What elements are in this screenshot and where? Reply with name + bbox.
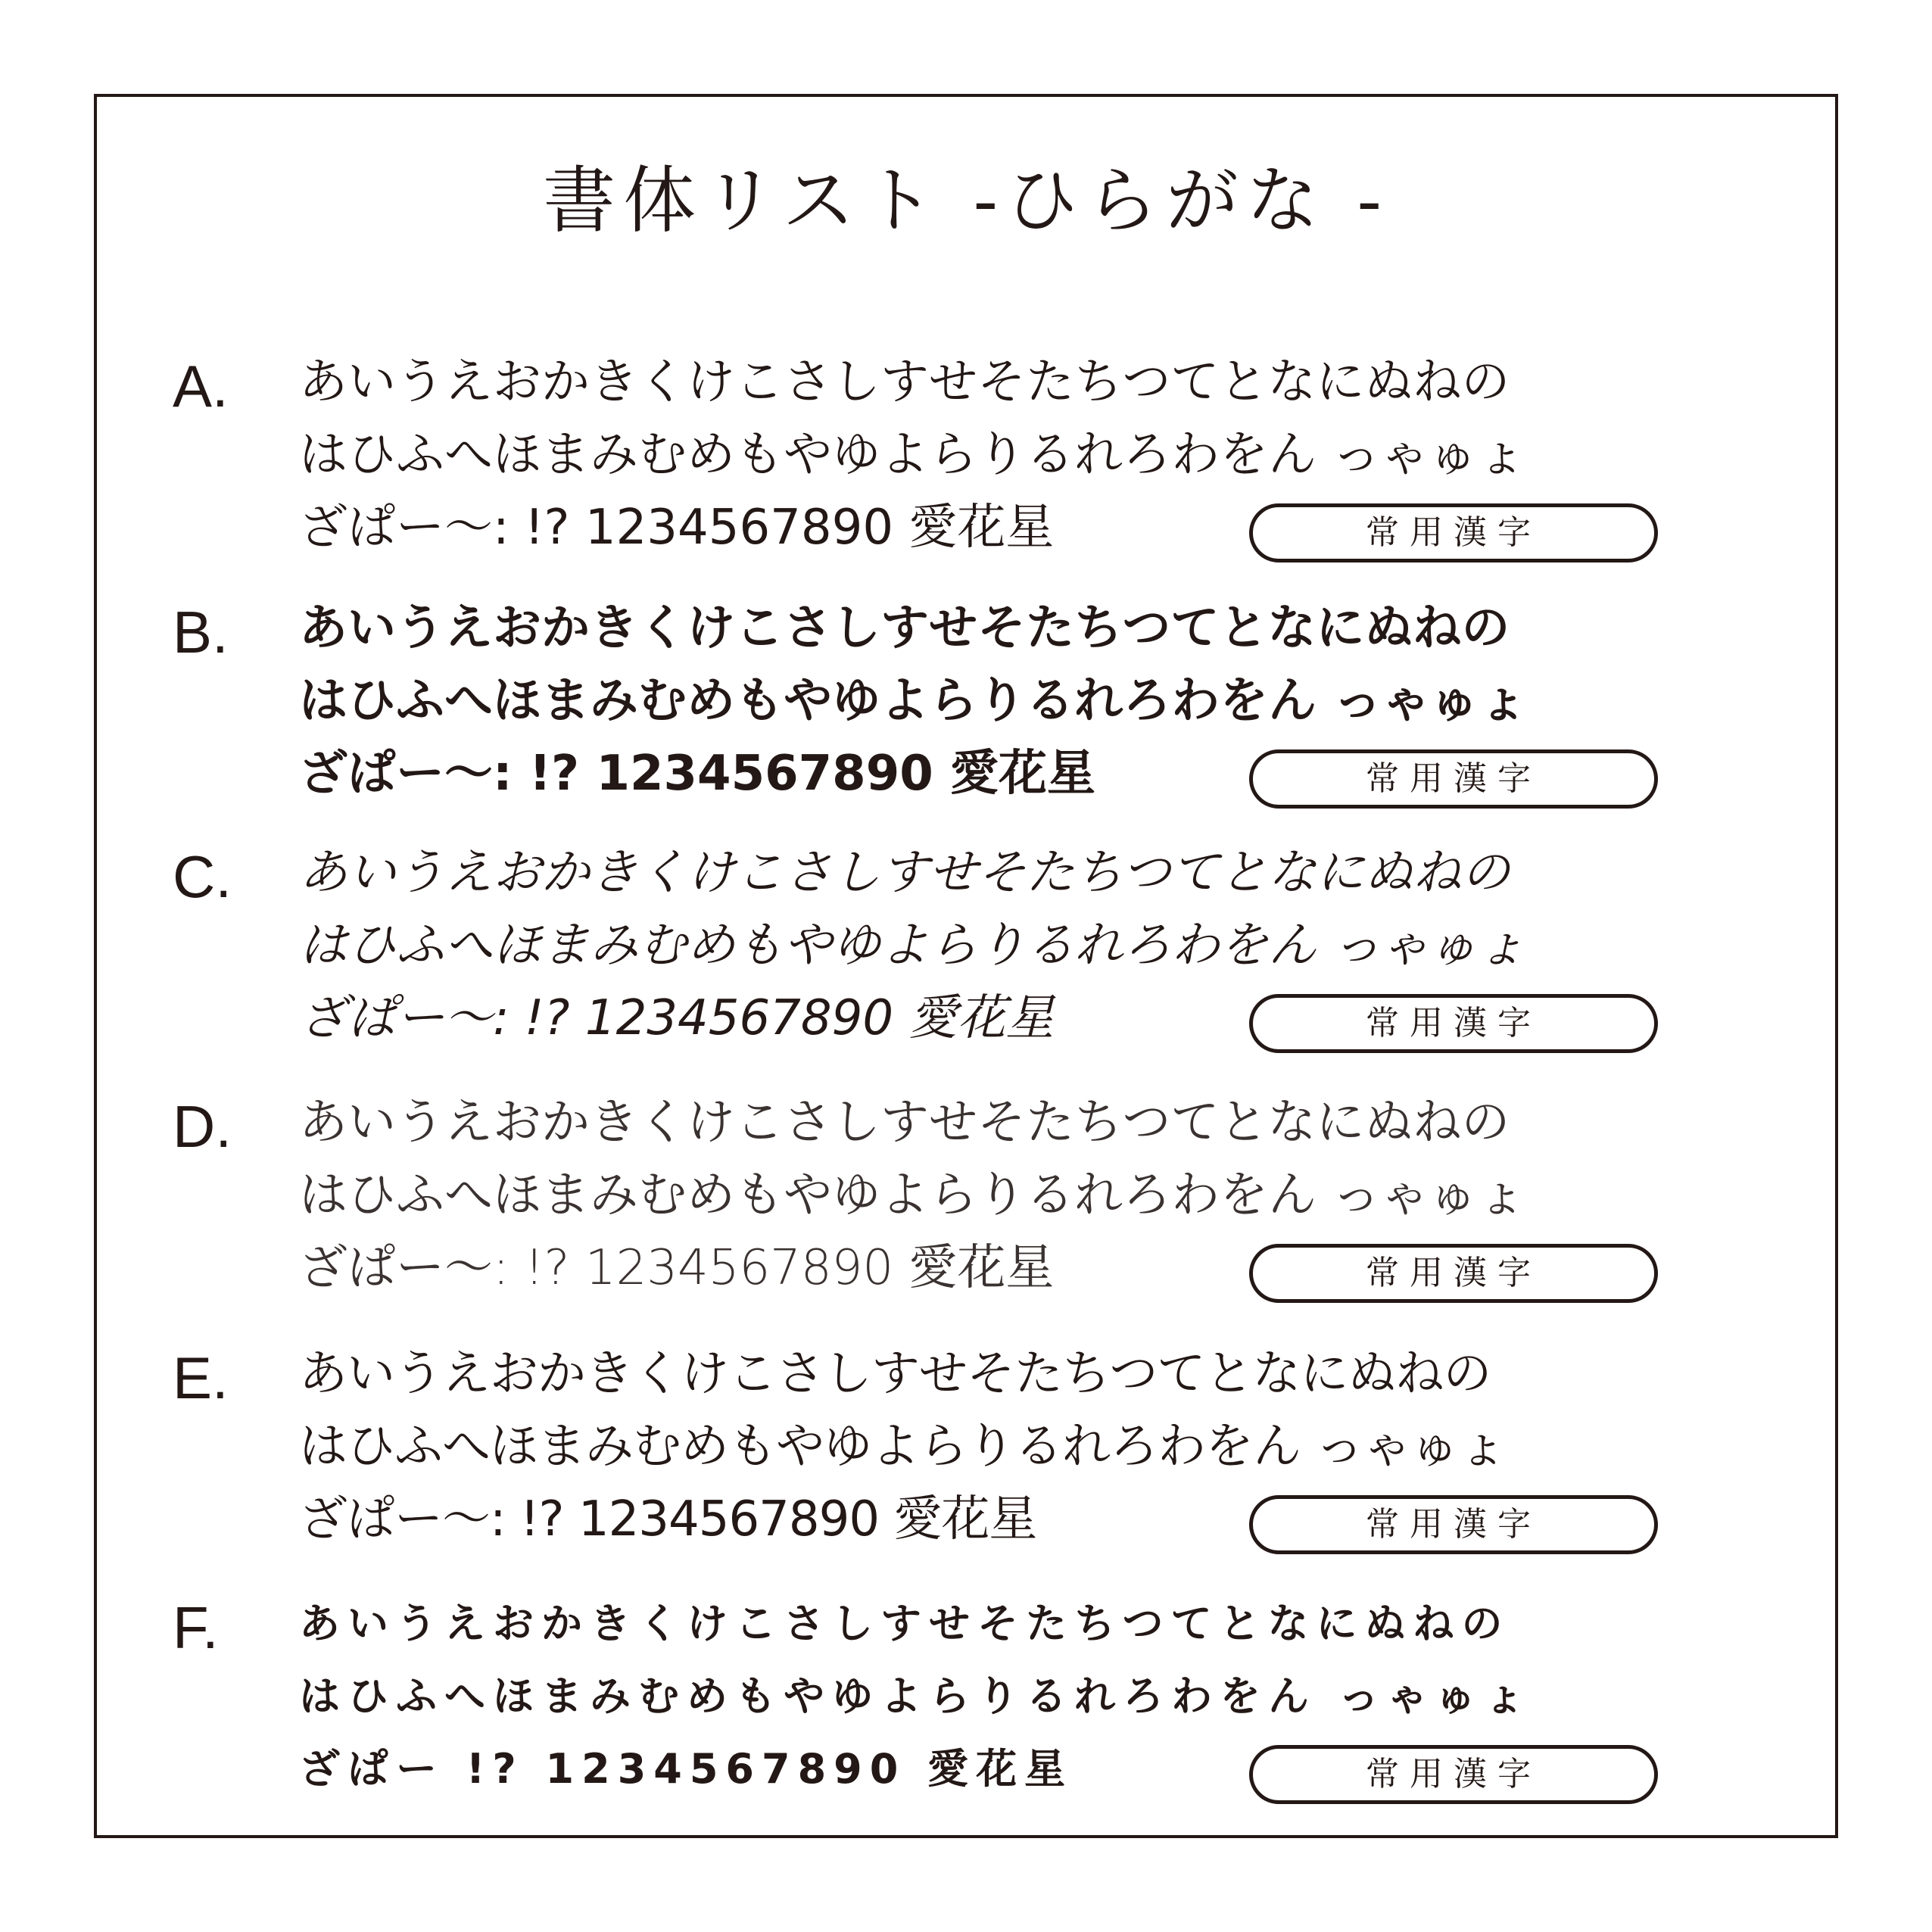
sample-line-1: あいうえおかきくけこさしすせそたちつてとなにぬねの [299,354,1510,410]
sample-line-3: ざぱー〜: !? 1234567890 愛花星 [299,1240,1055,1296]
sample-line-2: はひふへほまみむめもやゆよらりるれろわをん っゃゅょ [299,1672,1532,1720]
sample-line-1: あいうえおかきくけこさしすせそたちつてとなにぬねの [299,1346,1491,1402]
sample-line-1: あいうえおかきくけこさしすせそたちつてとなにぬねの [299,1095,1510,1151]
font-sample-label: F. [173,1594,219,1661]
font-sample-label: C. [173,843,232,910]
font-sample-label: B. [173,599,229,665]
sample-line-3: ざぱー〜: !? 1234567890 愛花星 [299,990,1055,1046]
joyo-kanji-badge: 常用漢字 [1249,749,1658,809]
font-sample-b [0,594,1932,821]
joyo-kanji-badge: 常用漢字 [1249,1495,1658,1554]
page-title: 書体リスト -ひらがな - [543,158,1389,243]
sample-line-2: はひふへほまみむめもやゆよらりるれろわをん っゃゅょ [299,918,1526,974]
font-sample-f [0,1590,1932,1817]
sample-line-2: はひふへほまみむめもやゆよらりるれろわをん っゃゅょ [299,427,1526,483]
font-sample-label: D. [173,1093,232,1160]
joyo-kanji-badge: 常用漢字 [1249,503,1658,562]
font-sample-e [0,1340,1932,1567]
joyo-kanji-badge: 常用漢字 [1249,1244,1658,1303]
font-sample-label: E. [173,1345,229,1411]
font-sample-d [0,1089,1932,1316]
font-sample-a [0,348,1932,575]
sample-line-3: ざぱー〜: !? 1234567890 愛花星 [299,1491,1037,1547]
sample-line-3: ざぱー〜: !? 1234567890 愛花星 [299,746,1096,802]
sample-line-3: ざぱー !? 1234567890 愛花星 [299,1745,1074,1793]
sample-line-2: はひふへほまみむめもやゆよらりるれろわをん っゃゅょ [299,673,1528,729]
joyo-kanji-badge: 常用漢字 [1249,1745,1658,1804]
joyo-kanji-badge: 常用漢字 [1249,994,1658,1053]
font-sample-c [0,839,1932,1066]
sample-line-2: はひふへほまみむめもやゆよらりるれろわをん っゃゅょ [299,1419,1507,1475]
sample-line-1: あいうえおかきくけこさしすせそたちつてとなにぬねの [299,845,1510,901]
sample-line-2: はひふへほまみむめもやゆよらりるれろわをん っゃゅょ [299,1167,1526,1223]
sample-line-1: あいうえおかきくけこさしすせそたちつてとなにぬねの [299,600,1510,656]
sample-line-3: ざぱー〜: !? 1234567890 愛花星 [299,500,1055,556]
sample-line-1: あいうえおかきくけこさしすせそたちつてとなにぬねの [299,1600,1510,1647]
font-sample-label: A. [173,353,229,419]
